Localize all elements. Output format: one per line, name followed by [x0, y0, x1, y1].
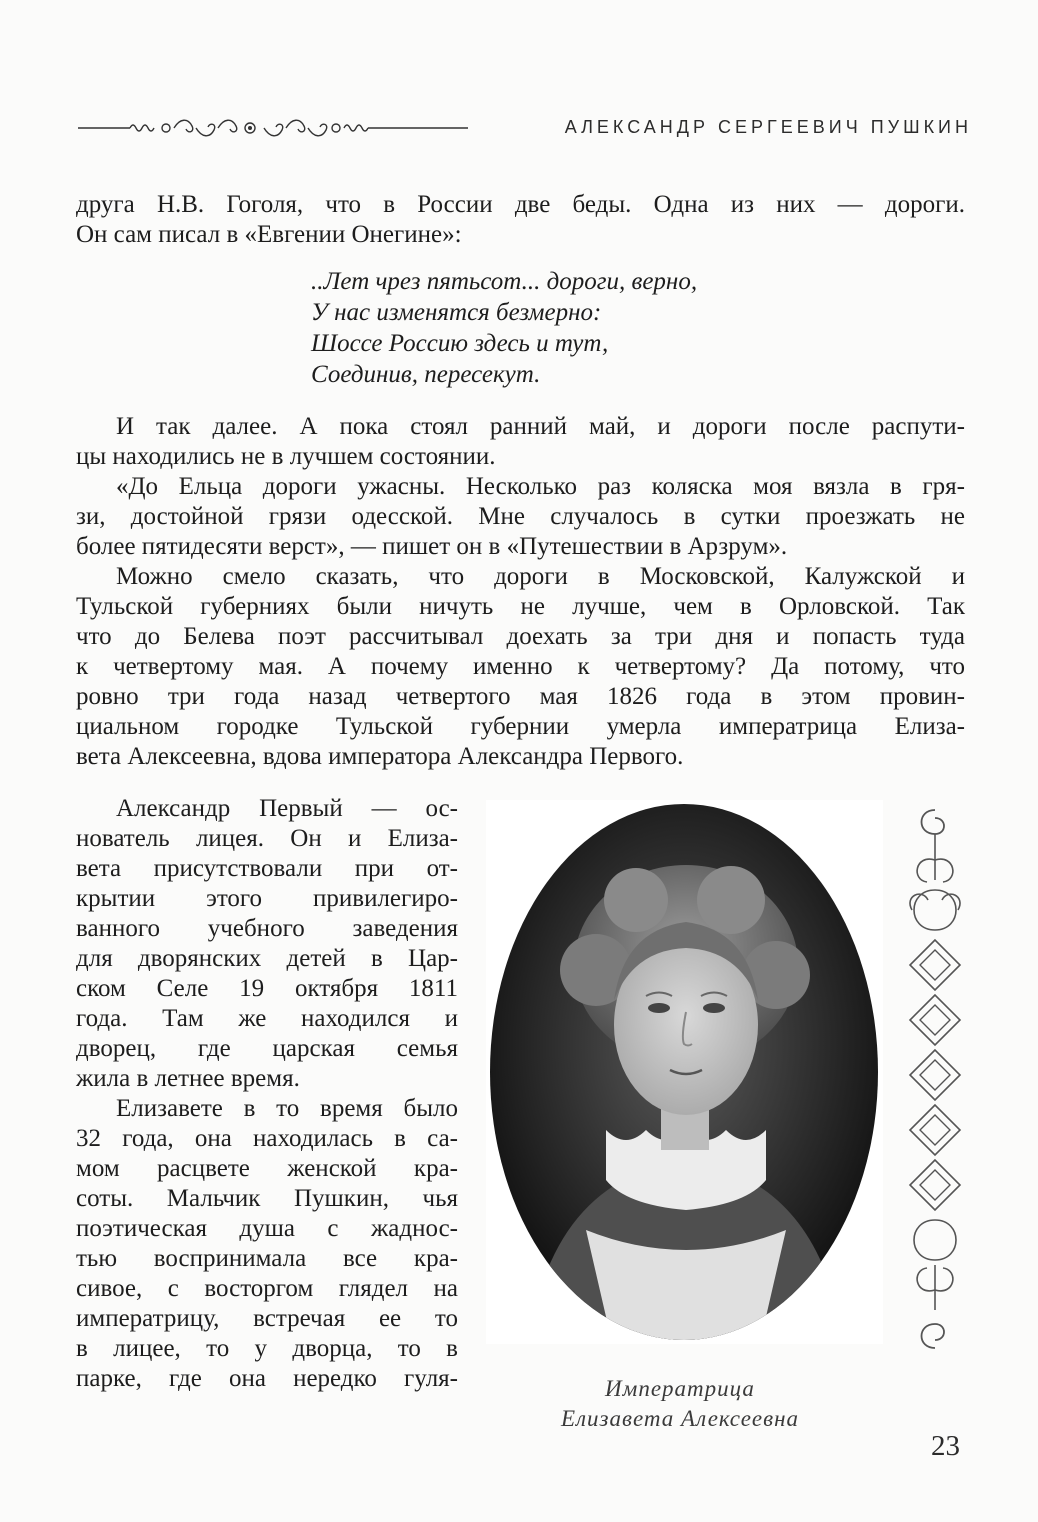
- text-line: года. Там же находился и: [76, 1005, 458, 1032]
- text-line: мом расцвете женской кра-: [76, 1155, 458, 1182]
- text-line: дворец, где царская семья: [76, 1035, 458, 1062]
- paragraph-intro: [76, 190, 965, 250]
- text-line: что до Белева поэт рассчитывал доехать за три дня и попасть туда: [76, 623, 965, 650]
- text-line: сивое, с восторгом глядел на: [76, 1275, 458, 1302]
- caption-line: Елизавета Алексеевна: [560, 1406, 800, 1431]
- header-scroll-ornament: [78, 112, 468, 140]
- text-line: 32 года, она находилась в са-: [76, 1125, 458, 1152]
- text-line: к четвертому мая. А почему именно к четвертому? Да потому, что: [76, 653, 965, 680]
- text-line: в лицее, то у дворца, то в: [76, 1335, 458, 1362]
- running-head: АЛЕКСАНДР СЕРГЕЕВИЧ ПУШКИН: [564, 117, 972, 137]
- text-line: Тульской губерниях были ничуть не лучше, чем в Орловской. Так: [76, 593, 965, 620]
- text-line: ском Селе 19 октября 1811: [76, 975, 458, 1002]
- text-line: ванного учебного заведения: [76, 915, 458, 942]
- text-line: вета Алексеевна, вдова императора Александра Первого.: [76, 743, 684, 770]
- verse-quotation: [311, 266, 697, 390]
- text-line: более пятидесяти верст», — пишет он в «Путешествии в Арзрум».: [76, 533, 788, 560]
- verse-line: Шоссе Россию здесь и тут,: [311, 330, 609, 357]
- text-line: циальном городке Тульской губернии умерла императрица Елиза-: [76, 713, 965, 740]
- text-line: соты. Мальчик Пушкин, чья: [76, 1185, 458, 1212]
- text-line: друга Н.В. Гоголя, что в России две беды. Одна из них — дороги.: [76, 191, 965, 218]
- text-line: цы находились не в лучшем состоянии.: [76, 443, 496, 470]
- text-line: тью воспринимала все кра-: [76, 1245, 458, 1272]
- text-line: зи, достойной грязи одесской. Мне случалось в сутки проезжать не: [76, 503, 965, 530]
- column-paragraphs: [76, 794, 458, 1394]
- text-line: парке, где она нередко гуля-: [76, 1365, 458, 1392]
- text-line: вета присутствовали при от-: [76, 855, 458, 882]
- verse-line: Соединив, пересекут.: [311, 361, 541, 388]
- portrait-image: [486, 800, 883, 1344]
- text-line: Он сам писал в «Евгении Онегине»:: [76, 221, 462, 248]
- portrait-caption: [500, 1374, 860, 1434]
- text-line: И так далее. А пока стоял ранний май, и дороги после распути-: [116, 413, 965, 440]
- text-line: Можно смело сказать, что дороги в Московской, Калужской и: [116, 563, 965, 590]
- body-paragraphs: [76, 412, 965, 772]
- text-line: императрицу, встречая ее то: [76, 1305, 458, 1332]
- text-line: для дворянских детей в Цар-: [76, 945, 458, 972]
- page-number: 23: [931, 1430, 960, 1462]
- text-line: нователь лицея. Он и Елиза-: [76, 825, 458, 852]
- text-line: Александр Первый — ос-: [116, 795, 458, 822]
- text-line: жила в летнее время.: [76, 1065, 300, 1092]
- text-line: «До Ельца дороги ужасны. Несколько раз коляска моя вязла в гря-: [116, 473, 965, 500]
- empress-portrait: [486, 800, 883, 1344]
- text-line: Елизавете в то время было: [116, 1095, 458, 1122]
- text-line: крытии этого привилегиро-: [76, 885, 458, 912]
- side-scroll-ornament: [900, 800, 970, 1360]
- text-line: ровно три года назад четвертого мая 1826 года в этом провин-: [76, 683, 965, 710]
- verse-line: ..Лет чрез пятьсот... дороги, верно,: [311, 268, 698, 295]
- verse-line: У нас изменятся безмерно:: [311, 299, 602, 326]
- page-header: [78, 112, 972, 148]
- caption-line: Императрица: [605, 1376, 755, 1401]
- text-line: поэтическая душа с жаднос-: [76, 1215, 458, 1242]
